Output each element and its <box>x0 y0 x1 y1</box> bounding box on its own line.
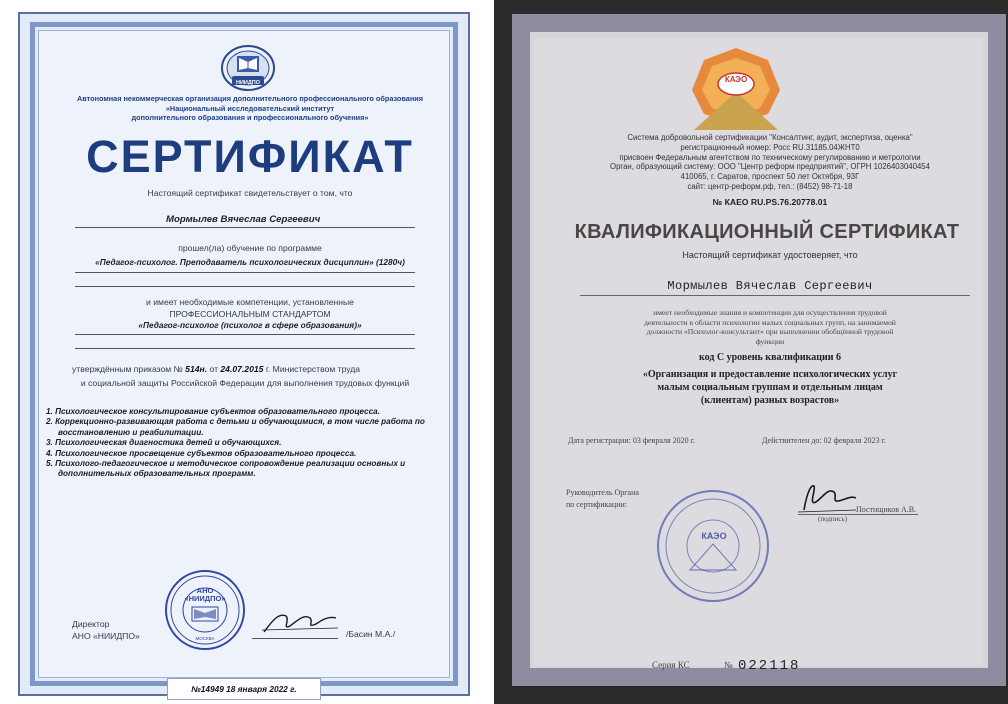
org-line: «Национальный исследовательский институт <box>165 103 335 113</box>
registration-number: № КАЕО RU.PS.76.20778.01 <box>712 197 828 207</box>
certifies-text: Настоящий сертификат свидетельствует о том, что <box>147 188 353 198</box>
system-line: сайт: центр-реформ.рф, тел.: (8452) 98-71-18 <box>687 181 853 191</box>
function-line: «Организация и предоставление психологических услуг <box>642 369 898 380</box>
program-name: «Педагог-психолог. Преподаватель психологических дисциплин» (1280ч) <box>95 257 405 267</box>
knowledge-line: деятельности в области психологии малых социальных групп, на занимаемой <box>644 317 896 327</box>
order-number: 514н. <box>185 364 208 374</box>
underline <box>580 295 970 296</box>
trained-text: прошел(ла) обучение по программе <box>178 243 322 253</box>
certificate-title: КВАЛИФИКАЦИОННЫЙ СЕРТИФИКАТ <box>574 221 960 243</box>
underline <box>75 286 415 287</box>
list-item: 2. Коррекционно-развивающая работа с детьми и обучающимися, в том числе работа по восстановлению и реабилитации. <box>46 417 425 437</box>
signature-caption: (подпись) <box>818 515 848 523</box>
holder-name: Мормылев Вячеслав Сергеевич <box>667 279 873 293</box>
system-line: Орган, образующий систему: ООО "Центр реформ предприятий", ОГРН 1026403040454 <box>610 162 930 172</box>
list-item: 4. Психологическое просвещение субъектов образовательного процесса. <box>46 448 357 458</box>
system-info <box>540 133 1000 192</box>
signature-line <box>252 638 338 639</box>
underline <box>75 227 415 228</box>
director-org: АНО «НИИДПО» <box>72 631 140 641</box>
logo-label: КАЭО <box>724 75 748 84</box>
knowledge-line: должности «Психолог-консультант» при выполнении обобщённой трудовой <box>646 327 894 337</box>
series-number: 022118 <box>738 658 801 674</box>
list-item: 3. Психологическая диагностика детей и обучающихся. <box>46 438 282 448</box>
director-name: /Басин М.А./ <box>346 629 396 639</box>
holder-name: Мормылев Вячеслав Сергеевич <box>166 214 321 225</box>
approved-suffix: г. Министерством труда <box>265 364 361 374</box>
knowledge-line: имеет необходимые знания и компетенции для осуществления трудовой <box>653 308 887 317</box>
emblem-label: НИИДПО <box>235 80 261 86</box>
org-line: дополнительного образования и профессионального обучения» <box>131 113 369 123</box>
head-label: по сертификации: <box>566 500 627 509</box>
system-line: присвоен Федеральным агентством по техническому регулированию и метрологии <box>619 152 921 162</box>
kaeo-logo-icon <box>684 44 788 134</box>
approved-from: от <box>209 364 219 374</box>
knowledge-text <box>560 308 980 346</box>
underline <box>75 348 415 349</box>
serial-box: №14949 18 января 2022 г. <box>167 678 321 700</box>
stamp-text: КАЭО <box>701 531 727 541</box>
standard-name: «Педагог-психолог (психолог в сфере образования)» <box>138 320 362 330</box>
underline <box>75 272 415 273</box>
certificate-title: СЕРТИФИКАТ <box>86 131 414 182</box>
valid-until: Действителен до: 02 февраля 2023 г. <box>762 436 886 445</box>
standard-label: ПРОФЕССИОНАЛЬНЫМ СТАНДАРТОМ <box>169 309 331 319</box>
ministry-line: и социальной защиты Российской Федерации для выполнения трудовых функций <box>80 378 410 388</box>
underline <box>75 334 415 335</box>
registration-date: Дата регистрации: 03 февраля 2020 г. <box>568 436 696 445</box>
stamp-top-text: АНО <box>196 586 214 595</box>
head-label: Руководитель Органа <box>566 488 639 497</box>
certificate-left <box>18 12 470 696</box>
stamp-main-text: «НИИДПО» <box>184 594 226 603</box>
approved-prefix: утверждённым приказом № <box>72 364 183 374</box>
director-signature-icon <box>260 606 340 638</box>
function-line: малым социальным группам и отдельным лицам <box>657 382 883 393</box>
head-name: Постнщиков А.В. <box>856 505 917 514</box>
certifies-text: Настоящий сертификат удостоверяет, что <box>682 250 858 260</box>
head-signature-icon <box>794 478 858 518</box>
stamp-city-text: МОСКВА <box>195 636 215 641</box>
org-line: Автономная некоммерческая организация дополнительного профессионального образования <box>77 94 423 103</box>
order-date: 24.07.2015 <box>220 364 264 374</box>
list-item: 1. Психологическое консультирование субъектов образовательного процесса. <box>46 407 380 416</box>
functions-list <box>46 407 426 480</box>
certification-stamp-icon <box>654 488 772 604</box>
approval-line <box>72 364 360 374</box>
system-line: регистрационный номер: Росс RU.31185.04ЖНТ0 <box>680 142 860 152</box>
director-label: Директор <box>72 619 110 629</box>
list-item: 5. Психолого-педагогическое и методическое сопровождение реализации основных и дополнительных образовательных программ. <box>46 459 406 479</box>
knowledge-line: функции <box>755 336 785 346</box>
number-label: № <box>724 660 733 670</box>
organization-name <box>60 94 440 123</box>
labor-function <box>540 368 1000 407</box>
series-label: Серия КС <box>652 660 690 670</box>
function-line: (клиентам) разных возрастов» <box>700 395 840 406</box>
system-line: Система добровольной сертификации "Консалтинг, аудит, экспертиза, оценка" <box>627 133 913 142</box>
competence-text: и имеет необходимые компетенции, установленные <box>146 297 354 307</box>
qualification-code: код С уровень квалификации 6 <box>698 352 842 363</box>
system-line: 410065, г. Саратов, проспект 50 лет Октября, 93Г <box>680 172 860 182</box>
